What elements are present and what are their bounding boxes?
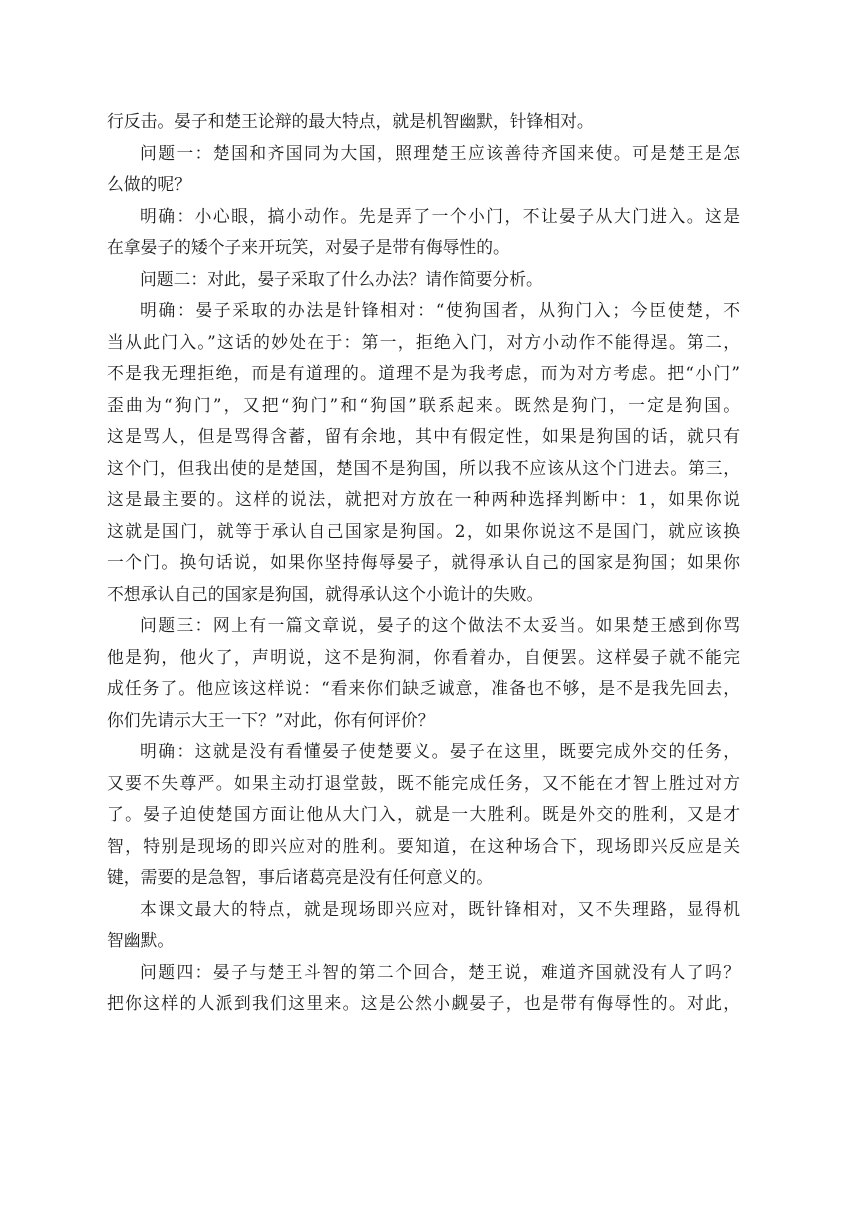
text-line: 不是我无理拒绝，而是有道理的。道理不是为我考虑，而为对方考虑。把“小门” [107, 363, 740, 383]
text-line: 问题二：对此，晏子采取了什么办法？请作简要分析。 [140, 268, 543, 289]
text-line: 他是狗，他火了，声明说，这不是狗洞，你看着办，自便罢。这样晏子就不能完 [107, 646, 740, 667]
text-line: 问题三：网上有一篇文章说，晏子的这个做法不太妥当。如果楚王感到你骂 [140, 615, 740, 635]
text-line: 在拿晏子的矮个子来开玩笑，对晏子是带有侮辱性的。 [107, 237, 510, 257]
text-line: 当从此门入。”这话的妙处在于：第一，拒绝入门，对方小动作不能得逞。第二， [107, 331, 740, 352]
text-line: 了。晏子迫使楚国方面让他从大门入，就是一大胜利。既是外交的胜利，又是才 [107, 804, 740, 824]
text-line: 又要不失尊严。如果主动打退堂鼓，既不能完成任务，又不能在才智上胜过对方 [107, 772, 740, 793]
text-line: 这就是国门，就等于承认自己国家是狗国。2，如果你说这不是国门，就应该换 [107, 520, 740, 541]
text-line: 歪曲为“狗门”，又把“狗门”和“狗国”联系起来。既然是狗门，一定是狗国。 [107, 394, 740, 415]
text-line: 明确：晏子采取的办法是针锋相对：“使狗国者，从狗门入；今臣使楚，不 [140, 300, 740, 320]
text-line: 把你这样的人派到我们这里来。这是公然小觑晏子，也是带有侮辱性的。对此， [107, 993, 740, 1013]
text-line: 智幽默。 [107, 930, 175, 950]
text-line: 这是骂人，但是骂得含蓄，留有余地，其中有假定性，如果是狗国的话，就只有 [107, 426, 740, 446]
text-line: 么做的呢？ [107, 174, 191, 194]
text-line: 问题四：晏子与楚王斗智的第二个回合，楚王说，难道齐国就没有人了吗？ [140, 961, 740, 982]
text-line: 你们先请示大王一下？”对此，你有何评价？ [107, 709, 435, 730]
text-line: 不想承认自己的国家是狗国，就得承认这个小诡计的失败。 [107, 583, 544, 604]
text-line: 问题一：楚国和齐国同为大国，照理楚王应该善待齐国来使。可是楚王是怎 [140, 142, 740, 163]
text-line: 明确：这就是没有看懂晏子使楚要义。晏子在这里，既要完成外交的任务， [140, 741, 740, 761]
text-line: 行反击。晏子和楚王论辩的最大特点，就是机智幽默，针锋相对。 [107, 111, 594, 131]
text-line: 键，需要的是急智，事后诸葛亮是没有任何意义的。 [107, 867, 493, 887]
text-line: 这是最主要的。这样的说法，就把对方放在一种两种选择判断中：1，如果你说 [107, 489, 740, 509]
text-line: 明确：小心眼，搞小动作。先是弄了一个小门，不让晏子从大门进入。这是 [140, 205, 740, 226]
document-body [107, 106, 740, 1020]
text-line: 成任务了。他应该这样说：“看来你们缺乏诚意，准备也不够，是不是我先回去， [107, 678, 740, 698]
text-line: 这个门，但我出使的是楚国，楚国不是狗国，所以我不应该从这个门进去。第三， [107, 457, 740, 478]
text-line: 本课文最大的特点，就是现场即兴应对，既针锋相对，又不失理路，显得机 [140, 898, 740, 919]
text-line: 智，特别是现场的即兴应对的胜利。要知道，在这种场合下，现场即兴反应是关 [107, 835, 740, 856]
text-line: 一个门。换句话说，如果你坚持侮辱晏子，就得承认自己的国家是狗国；如果你 [107, 552, 740, 572]
